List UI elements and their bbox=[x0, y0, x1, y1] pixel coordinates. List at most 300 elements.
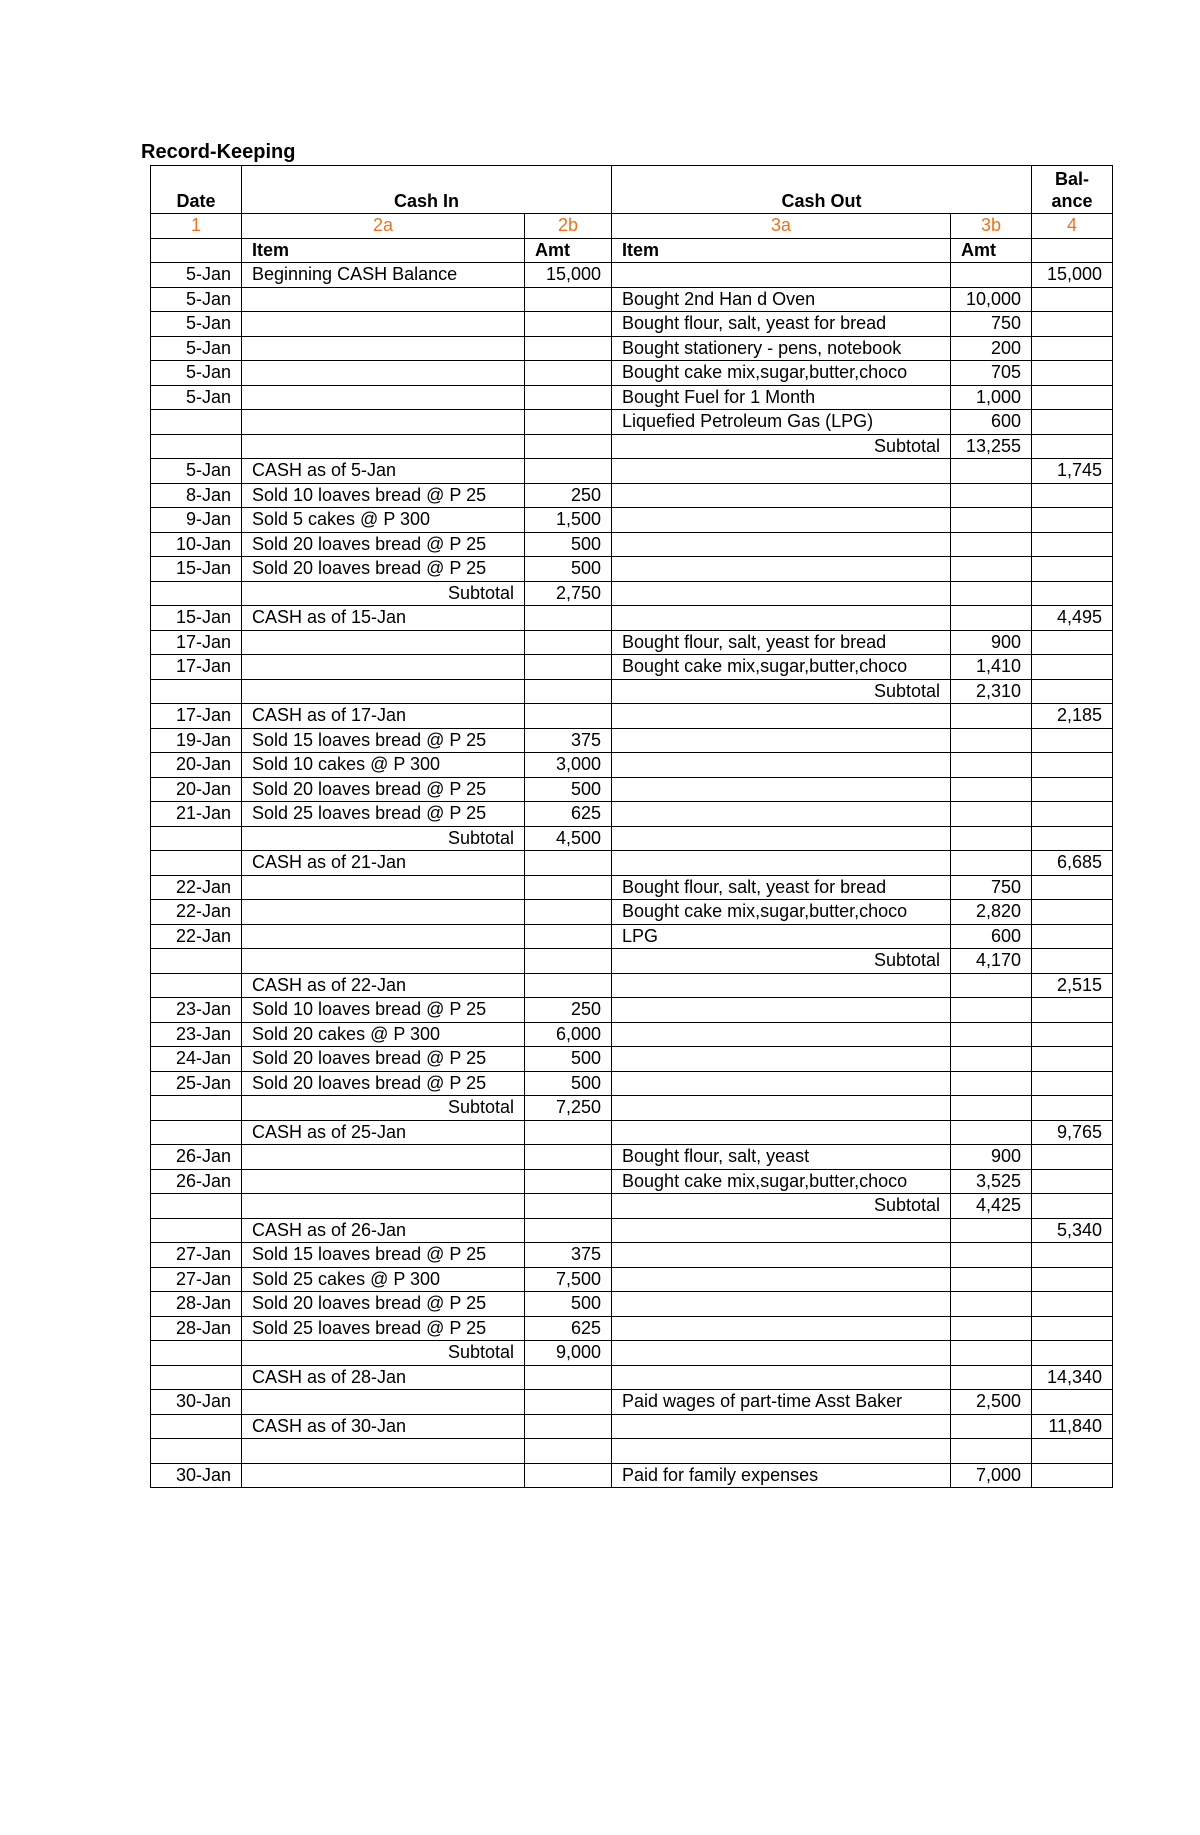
cash-in-item-cell: Sold 20 loaves bread @ P 25 bbox=[242, 532, 525, 557]
date-cell: 30-Jan bbox=[151, 1463, 242, 1488]
cash-in-amount-cell bbox=[525, 1414, 612, 1439]
balance-cell bbox=[1032, 1292, 1113, 1317]
date-cell: 26-Jan bbox=[151, 1145, 242, 1170]
date-cell: 15-Jan bbox=[151, 606, 242, 631]
table-row bbox=[151, 581, 1113, 606]
balance-cell: 1,745 bbox=[1032, 459, 1113, 484]
cash-out-amount-cell bbox=[951, 508, 1032, 533]
cash-in-amount-cell bbox=[525, 1463, 612, 1488]
cash-in-amount-cell: 1,500 bbox=[525, 508, 612, 533]
cash-in-amount-cell bbox=[525, 1218, 612, 1243]
header-balance: Bal- ance bbox=[1032, 166, 1113, 214]
date-cell: 17-Jan bbox=[151, 704, 242, 729]
date-cell: 22-Jan bbox=[151, 875, 242, 900]
table-row bbox=[151, 483, 1113, 508]
cash-in-amount-cell bbox=[525, 361, 612, 386]
cash-in-amount-cell: 500 bbox=[525, 532, 612, 557]
cash-in-item-cell bbox=[242, 949, 525, 974]
table-row bbox=[151, 1218, 1113, 1243]
balance-cell bbox=[1032, 1390, 1113, 1415]
cash-in-item-cell: Subtotal bbox=[242, 826, 525, 851]
date-cell bbox=[151, 679, 242, 704]
date-cell: 23-Jan bbox=[151, 998, 242, 1023]
cash-out-amount-cell: 2,500 bbox=[951, 1390, 1032, 1415]
balance-cell bbox=[1032, 385, 1113, 410]
cash-in-item-cell: Sold 25 loaves bread @ P 25 bbox=[242, 802, 525, 827]
table-row bbox=[151, 557, 1113, 582]
table-row bbox=[151, 875, 1113, 900]
balance-cell bbox=[1032, 434, 1113, 459]
cash-in-amount-cell bbox=[525, 851, 612, 876]
cash-out-item-cell bbox=[612, 581, 951, 606]
table-row bbox=[151, 336, 1113, 361]
subheader-in-amt: Amt bbox=[525, 238, 612, 263]
date-cell: 5-Jan bbox=[151, 263, 242, 288]
cash-in-item-cell: Sold 25 loaves bread @ P 25 bbox=[242, 1316, 525, 1341]
cash-in-item-cell: Sold 10 loaves bread @ P 25 bbox=[242, 998, 525, 1023]
cash-out-item-cell bbox=[612, 704, 951, 729]
cash-out-item-cell: Subtotal bbox=[612, 1194, 951, 1219]
cash-in-amount-cell bbox=[525, 900, 612, 925]
date-cell: 5-Jan bbox=[151, 287, 242, 312]
cash-out-amount-cell: 600 bbox=[951, 410, 1032, 435]
subheader-row bbox=[151, 238, 1113, 263]
date-cell: 28-Jan bbox=[151, 1292, 242, 1317]
cash-in-amount-cell: 625 bbox=[525, 802, 612, 827]
cash-out-item-cell bbox=[612, 1218, 951, 1243]
column-number: 2b bbox=[525, 214, 612, 239]
table-row bbox=[151, 1243, 1113, 1268]
date-cell bbox=[151, 1341, 242, 1366]
cash-in-item-cell bbox=[242, 655, 525, 680]
cash-in-item-cell: Sold 20 cakes @ P 300 bbox=[242, 1022, 525, 1047]
cash-in-item-cell: Sold 20 loaves bread @ P 25 bbox=[242, 1071, 525, 1096]
cash-out-amount-cell: 600 bbox=[951, 924, 1032, 949]
cash-out-amount-cell bbox=[951, 1120, 1032, 1145]
balance-cell bbox=[1032, 1194, 1113, 1219]
header-cash-out: Cash Out bbox=[612, 166, 1032, 214]
cash-out-amount-cell: 1,410 bbox=[951, 655, 1032, 680]
cash-out-amount-cell: 750 bbox=[951, 875, 1032, 900]
cash-out-item-cell bbox=[612, 557, 951, 582]
date-cell: 5-Jan bbox=[151, 459, 242, 484]
date-cell bbox=[151, 1194, 242, 1219]
cash-out-amount-cell: 4,170 bbox=[951, 949, 1032, 974]
cash-in-item-cell bbox=[242, 1169, 525, 1194]
cash-out-item-cell bbox=[612, 728, 951, 753]
cash-in-item-cell: Beginning CASH Balance bbox=[242, 263, 525, 288]
cash-in-item-cell: CASH as of 28-Jan bbox=[242, 1365, 525, 1390]
date-cell: 27-Jan bbox=[151, 1243, 242, 1268]
balance-cell bbox=[1032, 1341, 1113, 1366]
cash-out-amount-cell bbox=[951, 606, 1032, 631]
table-row bbox=[151, 777, 1113, 802]
cash-in-item-cell bbox=[242, 1390, 525, 1415]
cash-in-item-cell bbox=[242, 924, 525, 949]
cash-in-amount-cell: 250 bbox=[525, 998, 612, 1023]
cash-out-item-cell bbox=[612, 1022, 951, 1047]
subheader-out-item: Item bbox=[612, 238, 951, 263]
balance-cell: 2,185 bbox=[1032, 704, 1113, 729]
cash-in-item-cell: Subtotal bbox=[242, 581, 525, 606]
table-row bbox=[151, 1071, 1113, 1096]
cash-out-amount-cell bbox=[951, 581, 1032, 606]
table-row bbox=[151, 998, 1113, 1023]
cash-out-item-cell bbox=[612, 1267, 951, 1292]
date-cell: 30-Jan bbox=[151, 1390, 242, 1415]
column-number-row bbox=[151, 214, 1113, 239]
cash-out-item-cell: Subtotal bbox=[612, 949, 951, 974]
cash-out-amount-cell bbox=[951, 1218, 1032, 1243]
column-number: 4 bbox=[1032, 214, 1113, 239]
cash-in-amount-cell: 250 bbox=[525, 483, 612, 508]
date-cell: 10-Jan bbox=[151, 532, 242, 557]
cash-out-amount-cell bbox=[951, 802, 1032, 827]
table-row bbox=[151, 410, 1113, 435]
cash-in-amount-cell bbox=[525, 1365, 612, 1390]
date-cell: 17-Jan bbox=[151, 630, 242, 655]
cash-out-item-cell bbox=[612, 1243, 951, 1268]
cash-out-amount-cell bbox=[951, 728, 1032, 753]
cash-out-amount-cell bbox=[951, 1439, 1032, 1464]
balance-cell bbox=[1032, 1071, 1113, 1096]
cash-out-item-cell: Subtotal bbox=[612, 679, 951, 704]
cash-out-amount-cell bbox=[951, 1243, 1032, 1268]
table-row bbox=[151, 1463, 1113, 1488]
cash-in-amount-cell: 7,250 bbox=[525, 1096, 612, 1121]
date-cell: 28-Jan bbox=[151, 1316, 242, 1341]
balance-cell bbox=[1032, 1267, 1113, 1292]
table-row bbox=[151, 630, 1113, 655]
cash-out-item-cell bbox=[612, 508, 951, 533]
date-cell bbox=[151, 1439, 242, 1464]
cash-out-amount-cell: 13,255 bbox=[951, 434, 1032, 459]
balance-cell bbox=[1032, 875, 1113, 900]
cash-out-item-cell: Bought 2nd Han d Oven bbox=[612, 287, 951, 312]
table-row bbox=[151, 1145, 1113, 1170]
balance-cell bbox=[1032, 802, 1113, 827]
cash-in-amount-cell: 2,750 bbox=[525, 581, 612, 606]
cash-out-amount-cell bbox=[951, 557, 1032, 582]
cash-out-amount-cell: 4,425 bbox=[951, 1194, 1032, 1219]
cash-out-item-cell: Paid wages of part-time Asst Baker bbox=[612, 1390, 951, 1415]
date-cell bbox=[151, 410, 242, 435]
table-row bbox=[151, 1169, 1113, 1194]
cash-out-amount-cell bbox=[951, 459, 1032, 484]
cash-in-amount-cell bbox=[525, 1120, 612, 1145]
cash-in-amount-cell bbox=[525, 410, 612, 435]
cash-out-item-cell: Bought cake mix,sugar,butter,choco bbox=[612, 361, 951, 386]
date-cell: 19-Jan bbox=[151, 728, 242, 753]
cash-out-item-cell bbox=[612, 1316, 951, 1341]
table-row bbox=[151, 1096, 1113, 1121]
cash-in-item-cell bbox=[242, 287, 525, 312]
cash-out-item-cell bbox=[612, 777, 951, 802]
cash-in-item-cell: Sold 25 cakes @ P 300 bbox=[242, 1267, 525, 1292]
balance-cell bbox=[1032, 410, 1113, 435]
cash-out-item-cell bbox=[612, 263, 951, 288]
table-row bbox=[151, 655, 1113, 680]
header-row bbox=[151, 166, 1113, 214]
cash-in-item-cell: CASH as of 30-Jan bbox=[242, 1414, 525, 1439]
cash-in-amount-cell: 500 bbox=[525, 777, 612, 802]
date-cell: 25-Jan bbox=[151, 1071, 242, 1096]
cash-in-amount-cell bbox=[525, 459, 612, 484]
cash-in-amount-cell bbox=[525, 434, 612, 459]
balance-cell bbox=[1032, 630, 1113, 655]
cash-in-amount-cell bbox=[525, 949, 612, 974]
date-cell bbox=[151, 1096, 242, 1121]
cash-out-amount-cell: 3,525 bbox=[951, 1169, 1032, 1194]
cash-in-item-cell bbox=[242, 434, 525, 459]
balance-cell: 11,840 bbox=[1032, 1414, 1113, 1439]
cash-in-item-cell: CASH as of 17-Jan bbox=[242, 704, 525, 729]
cash-out-amount-cell bbox=[951, 1341, 1032, 1366]
table-row bbox=[151, 679, 1113, 704]
cash-out-amount-cell: 900 bbox=[951, 630, 1032, 655]
balance-cell: 15,000 bbox=[1032, 263, 1113, 288]
table-row bbox=[151, 1341, 1113, 1366]
cash-in-amount-cell: 500 bbox=[525, 1071, 612, 1096]
cash-out-amount-cell: 200 bbox=[951, 336, 1032, 361]
cash-in-item-cell: CASH as of 26-Jan bbox=[242, 1218, 525, 1243]
subheader-blank bbox=[1032, 238, 1113, 263]
cash-out-item-cell bbox=[612, 753, 951, 778]
balance-cell bbox=[1032, 655, 1113, 680]
cash-in-amount-cell: 375 bbox=[525, 1243, 612, 1268]
balance-cell bbox=[1032, 949, 1113, 974]
cash-out-amount-cell bbox=[951, 1292, 1032, 1317]
balance-cell bbox=[1032, 728, 1113, 753]
table-row bbox=[151, 508, 1113, 533]
cash-out-amount-cell: 900 bbox=[951, 1145, 1032, 1170]
cash-out-item-cell bbox=[612, 1071, 951, 1096]
balance-cell bbox=[1032, 753, 1113, 778]
cash-in-amount-cell: 4,500 bbox=[525, 826, 612, 851]
cash-out-amount-cell bbox=[951, 1414, 1032, 1439]
table-row bbox=[151, 361, 1113, 386]
cash-in-item-cell: CASH as of 5-Jan bbox=[242, 459, 525, 484]
cash-in-amount-cell bbox=[525, 1439, 612, 1464]
balance-cell: 9,765 bbox=[1032, 1120, 1113, 1145]
page-title: Record-Keeping bbox=[141, 141, 296, 163]
cash-out-amount-cell bbox=[951, 1316, 1032, 1341]
table-row bbox=[151, 1414, 1113, 1439]
cash-out-item-cell: Bought cake mix,sugar,butter,choco bbox=[612, 655, 951, 680]
balance-cell bbox=[1032, 483, 1113, 508]
date-cell: 21-Jan bbox=[151, 802, 242, 827]
cash-out-item-cell bbox=[612, 1047, 951, 1072]
table-row bbox=[151, 1439, 1113, 1464]
cash-in-amount-cell bbox=[525, 973, 612, 998]
cash-in-amount-cell: 625 bbox=[525, 1316, 612, 1341]
cash-in-amount-cell: 500 bbox=[525, 557, 612, 582]
balance-cell bbox=[1032, 1169, 1113, 1194]
balance-cell bbox=[1032, 557, 1113, 582]
cash-in-amount-cell bbox=[525, 875, 612, 900]
date-cell: 5-Jan bbox=[151, 312, 242, 337]
cash-in-amount-cell bbox=[525, 655, 612, 680]
cash-in-amount-cell: 6,000 bbox=[525, 1022, 612, 1047]
cash-out-item-cell bbox=[612, 532, 951, 557]
cash-in-item-cell bbox=[242, 336, 525, 361]
cash-in-item-cell: CASH as of 21-Jan bbox=[242, 851, 525, 876]
table-row bbox=[151, 1120, 1113, 1145]
cash-in-item-cell: Subtotal bbox=[242, 1096, 525, 1121]
cash-out-item-cell bbox=[612, 1120, 951, 1145]
date-cell: 9-Jan bbox=[151, 508, 242, 533]
cash-in-amount-cell: 15,000 bbox=[525, 263, 612, 288]
cash-out-amount-cell: 7,000 bbox=[951, 1463, 1032, 1488]
table-row bbox=[151, 851, 1113, 876]
table-row bbox=[151, 434, 1113, 459]
cash-out-item-cell bbox=[612, 851, 951, 876]
balance-cell bbox=[1032, 1316, 1113, 1341]
cash-out-item-cell: Bought flour, salt, yeast for bread bbox=[612, 312, 951, 337]
table-row bbox=[151, 1390, 1113, 1415]
table-row bbox=[151, 1194, 1113, 1219]
date-cell: 5-Jan bbox=[151, 336, 242, 361]
table-row bbox=[151, 1267, 1113, 1292]
cash-in-item-cell bbox=[242, 1145, 525, 1170]
cash-out-amount-cell: 705 bbox=[951, 361, 1032, 386]
cash-out-item-cell bbox=[612, 1096, 951, 1121]
cash-in-item-cell: Sold 20 loaves bread @ P 25 bbox=[242, 557, 525, 582]
cash-out-item-cell bbox=[612, 1365, 951, 1390]
record-keeping-table bbox=[150, 165, 1113, 1488]
cash-out-item-cell: Bought cake mix,sugar,butter,choco bbox=[612, 900, 951, 925]
cash-in-item-cell bbox=[242, 410, 525, 435]
cash-in-item-cell: CASH as of 25-Jan bbox=[242, 1120, 525, 1145]
balance-cell bbox=[1032, 361, 1113, 386]
table-row bbox=[151, 1022, 1113, 1047]
table-row bbox=[151, 532, 1113, 557]
cash-in-amount-cell: 7,500 bbox=[525, 1267, 612, 1292]
cash-in-item-cell bbox=[242, 630, 525, 655]
table-row bbox=[151, 973, 1113, 998]
balance-cell bbox=[1032, 1096, 1113, 1121]
table-row bbox=[151, 924, 1113, 949]
date-cell: 23-Jan bbox=[151, 1022, 242, 1047]
cash-in-item-cell bbox=[242, 1194, 525, 1219]
cash-out-amount-cell bbox=[951, 973, 1032, 998]
cash-out-item-cell bbox=[612, 802, 951, 827]
date-cell bbox=[151, 851, 242, 876]
date-cell: 8-Jan bbox=[151, 483, 242, 508]
cash-out-amount-cell bbox=[951, 704, 1032, 729]
balance-cell bbox=[1032, 924, 1113, 949]
cash-out-amount-cell bbox=[951, 826, 1032, 851]
balance-cell bbox=[1032, 581, 1113, 606]
table-row bbox=[151, 385, 1113, 410]
cash-out-item-cell bbox=[612, 1439, 951, 1464]
subheader-in-item: Item bbox=[242, 238, 525, 263]
date-cell: 22-Jan bbox=[151, 900, 242, 925]
balance-cell bbox=[1032, 336, 1113, 361]
cash-out-amount-cell bbox=[951, 1365, 1032, 1390]
cash-in-amount-cell: 9,000 bbox=[525, 1341, 612, 1366]
balance-cell: 5,340 bbox=[1032, 1218, 1113, 1243]
cash-out-amount-cell: 10,000 bbox=[951, 287, 1032, 312]
cash-out-item-cell: Bought flour, salt, yeast for bread bbox=[612, 630, 951, 655]
date-cell: 20-Jan bbox=[151, 753, 242, 778]
balance-cell: 4,495 bbox=[1032, 606, 1113, 631]
column-number: 2a bbox=[242, 214, 525, 239]
cash-in-amount-cell bbox=[525, 606, 612, 631]
cash-in-amount-cell bbox=[525, 1169, 612, 1194]
date-cell bbox=[151, 581, 242, 606]
cash-in-item-cell bbox=[242, 361, 525, 386]
cash-in-item-cell bbox=[242, 679, 525, 704]
cash-in-item-cell bbox=[242, 385, 525, 410]
balance-cell: 14,340 bbox=[1032, 1365, 1113, 1390]
cash-out-amount-cell: 1,000 bbox=[951, 385, 1032, 410]
date-cell bbox=[151, 434, 242, 459]
cash-in-item-cell bbox=[242, 312, 525, 337]
column-number: 1 bbox=[151, 214, 242, 239]
balance-cell bbox=[1032, 1463, 1113, 1488]
table-row bbox=[151, 704, 1113, 729]
cash-out-amount-cell bbox=[951, 1022, 1032, 1047]
cash-out-item-cell bbox=[612, 1292, 951, 1317]
cash-in-item-cell bbox=[242, 1463, 525, 1488]
cash-out-item-cell: Bought flour, salt, yeast bbox=[612, 1145, 951, 1170]
cash-in-item-cell: CASH as of 22-Jan bbox=[242, 973, 525, 998]
date-cell: 24-Jan bbox=[151, 1047, 242, 1072]
table-row bbox=[151, 287, 1113, 312]
cash-in-item-cell: Subtotal bbox=[242, 1341, 525, 1366]
cash-out-amount-cell: 2,310 bbox=[951, 679, 1032, 704]
balance-cell bbox=[1032, 679, 1113, 704]
table-row bbox=[151, 802, 1113, 827]
cash-in-amount-cell bbox=[525, 287, 612, 312]
table-row bbox=[151, 1316, 1113, 1341]
cash-in-item-cell: Sold 20 loaves bread @ P 25 bbox=[242, 1292, 525, 1317]
cash-out-item-cell bbox=[612, 1341, 951, 1366]
cash-in-item-cell: Sold 20 loaves bread @ P 25 bbox=[242, 1047, 525, 1072]
subheader-blank bbox=[151, 238, 242, 263]
cash-out-item-cell: Bought stationery - pens, notebook bbox=[612, 336, 951, 361]
cash-in-item-cell bbox=[242, 875, 525, 900]
table-row bbox=[151, 1365, 1113, 1390]
cash-out-amount-cell: 750 bbox=[951, 312, 1032, 337]
cash-in-item-cell: Sold 15 loaves bread @ P 25 bbox=[242, 1243, 525, 1268]
cash-out-amount-cell bbox=[951, 483, 1032, 508]
table-row bbox=[151, 263, 1113, 288]
cash-in-item-cell: Sold 10 loaves bread @ P 25 bbox=[242, 483, 525, 508]
date-cell bbox=[151, 1218, 242, 1243]
cash-in-amount-cell bbox=[525, 924, 612, 949]
table-row bbox=[151, 1047, 1113, 1072]
header-date: Date bbox=[151, 166, 242, 214]
cash-out-amount-cell bbox=[951, 1096, 1032, 1121]
column-number: 3a bbox=[612, 214, 951, 239]
cash-out-item-cell bbox=[612, 483, 951, 508]
cash-in-item-cell: CASH as of 15-Jan bbox=[242, 606, 525, 631]
cash-out-amount-cell bbox=[951, 532, 1032, 557]
cash-out-item-cell: Liquefied Petroleum Gas (LPG) bbox=[612, 410, 951, 435]
table-row bbox=[151, 606, 1113, 631]
date-cell: 15-Jan bbox=[151, 557, 242, 582]
cash-in-item-cell bbox=[242, 1439, 525, 1464]
balance-cell bbox=[1032, 1022, 1113, 1047]
cash-out-item-cell: Bought Fuel for 1 Month bbox=[612, 385, 951, 410]
date-cell bbox=[151, 826, 242, 851]
table-row bbox=[151, 728, 1113, 753]
cash-in-item-cell: Sold 10 cakes @ P 300 bbox=[242, 753, 525, 778]
header-cash-in: Cash In bbox=[242, 166, 612, 214]
cash-out-item-cell: Subtotal bbox=[612, 434, 951, 459]
